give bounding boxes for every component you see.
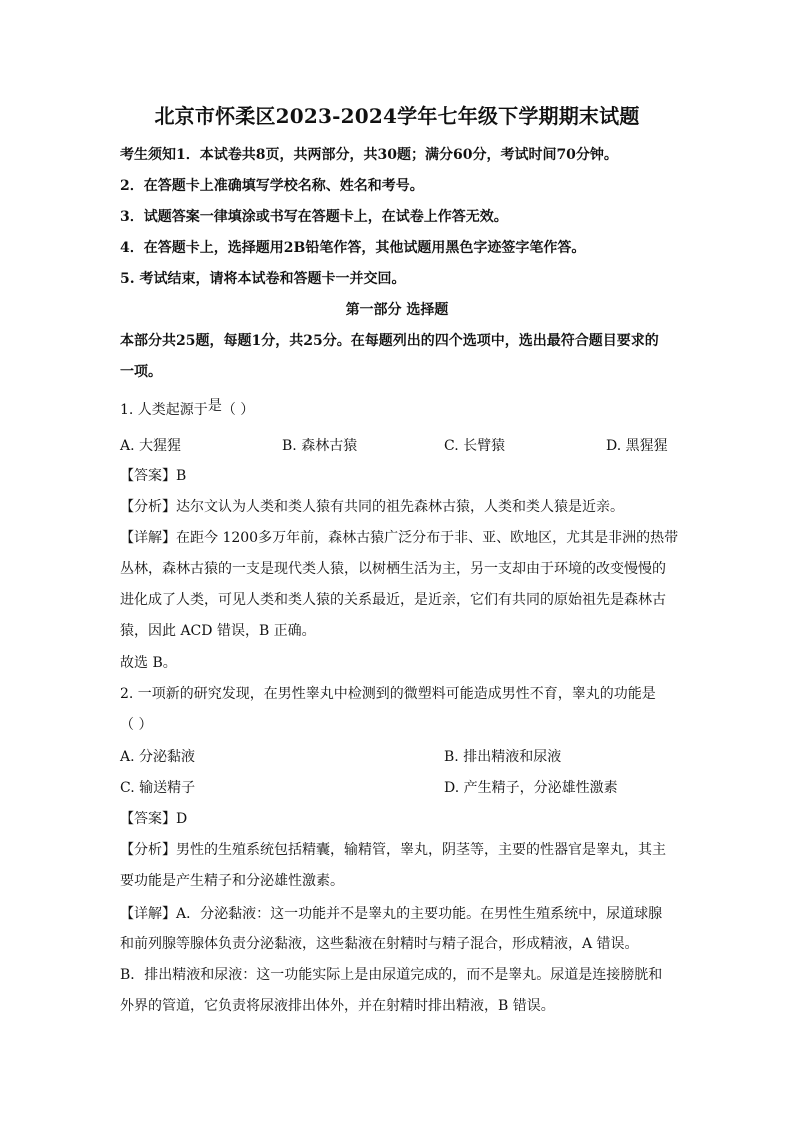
question-1-detail-line-1: 【详解】在距今 1200多万年前，森林古猿广泛分布于非、亚、欧地区，尤其是非洲的热带 bbox=[120, 530, 679, 546]
notice-line-2: 2．在答题卡上准确填写学校名称、姓名和考号。 bbox=[120, 178, 424, 194]
section-intro-line-2: 一项。 bbox=[120, 364, 162, 380]
question-1-answer: 【答案】B bbox=[120, 468, 187, 484]
question-1-detail-line-3: 进化成了人类，可见人类和类人猿的关系最近，是近亲，它们有共同的原始祖先是森林古 bbox=[120, 592, 666, 608]
question-2-analysis-line-2: 要功能是产生精子和分泌雄性激素。 bbox=[120, 873, 344, 889]
question-2-option-b: B. 排出精液和尿液 bbox=[444, 749, 562, 765]
question-1-analysis: 【分析】达尔文认为人类和类人猿有共同的祖先森林古猿，人类和类人猿是近亲。 bbox=[120, 499, 624, 515]
question-1-option-b: B. 森林古猿 bbox=[282, 438, 358, 454]
exam-title: 北京市怀柔区2023-2024学年七年级下学期期末试题 bbox=[154, 104, 640, 128]
question-2-detail-line-2: 和前列腺等腺体负责分泌黏液，这些黏液在射精时与精子混合，形成精液，A 错误。 bbox=[120, 936, 639, 952]
section-intro-line-1: 本部分共25题，每题1分，共25分。在每题列出的四个选项中，选出最符合题目要求的 bbox=[120, 333, 659, 349]
question-2-detail-line-4: 外界的管道，它负责将尿液排出体外，并在射精时排出精液，B 错误。 bbox=[120, 998, 555, 1014]
notice-line-3: 3．试题答案一律填涂或书写在答题卡上，在试卷上作答无效。 bbox=[120, 209, 508, 225]
question-1-detail-line-2: 丛林，森林古猿的一支是现代类人猿，以树栖生活为主，另一支却由于环境的改变慢慢的 bbox=[120, 561, 666, 577]
question-1-option-a: A. 大猩猩 bbox=[120, 438, 182, 454]
question-2-detail-line-3: B．排出精液和尿液：这一功能实际上是由尿道完成的，而不是睾丸。尿道是连接膀胱和 bbox=[120, 967, 663, 983]
question-1-conclusion: 故选 B。 bbox=[120, 655, 177, 671]
question-2-option-c: C. 输送精子 bbox=[120, 780, 196, 796]
question-2-stem-line-1: 2. 一项新的研究发现，在男性睾丸中检测到的微塑料可能造成男性不育，睾丸的功能是 bbox=[120, 686, 656, 702]
question-1-stem-text: 1. 人类起源于 bbox=[120, 402, 208, 418]
question-2-analysis-line-1: 【分析】男性的生殖系统包括精囊，输精管，睾丸，阴茎等，主要的性器官是睾丸，其主 bbox=[120, 842, 666, 858]
notice-line-1: 考生须知1．本试卷共8页，共两部分，共30题；满分60分，考试时间70分钟。 bbox=[120, 147, 618, 163]
question-2-option-d: D. 产生精子，分泌雄性激素 bbox=[444, 780, 618, 796]
notice-line-5: 5. 考试结束，请将本试卷和答题卡一并交回。 bbox=[120, 271, 406, 287]
question-1-detail-line-4: 猿，因此 ACD 错误，B 正确。 bbox=[120, 623, 316, 639]
question-1-option-c: C. 长臂猿 bbox=[444, 438, 506, 454]
question-1-stem-raised-char: 是 bbox=[207, 398, 222, 414]
question-2-stem-line-2: （ ） bbox=[120, 717, 153, 733]
question-2-option-a: A. 分泌黏液 bbox=[120, 749, 196, 765]
question-1-stem bbox=[120, 400, 678, 420]
question-2-detail-line-1: 【详解】A．分泌黏液：这一功能并不是睾丸的主要功能。在男性生殖系统中，尿道球腺 bbox=[120, 906, 663, 922]
section-title: 第一部分 选择题 bbox=[345, 302, 449, 318]
question-1-option-d: D. 黑猩猩 bbox=[606, 438, 668, 454]
notice-line-4: 4．在答题卡上，选择题用2B铅笔作答，其他试题用黑色字迹签字笔作答。 bbox=[120, 240, 586, 256]
question-2-answer: 【答案】D bbox=[120, 811, 188, 827]
question-1-stem-bracket: （ ） bbox=[221, 402, 255, 418]
